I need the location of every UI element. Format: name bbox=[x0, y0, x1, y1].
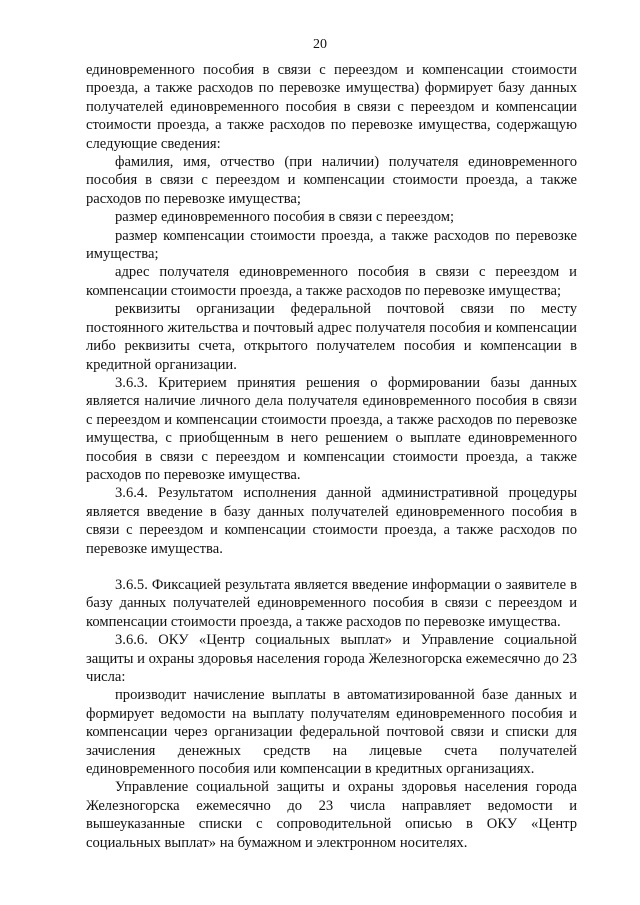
paragraph-department-submission: Управление социальной защиты и охраны здоровья населения города Железногорска ежемесячно до 23 числа направляет ведомости и вышеуказанные списки с сопроводительной описью в ОКУ «Центр социальных выплат» на бумажном и электронном носителях. bbox=[86, 779, 577, 851]
paragraph-postal-details: реквизиты организации федеральной почтовой связи по месту постоянного жительства и почтовый адрес получателя пособия и компенсации либо реквизиты счета, открытого получателем пособия и компенсации в кредитной организации. bbox=[86, 301, 577, 373]
paragraph-3-6-5: 3.6.5. Фиксацией результата является введение информации о заявителе в базу данных получателей единовременного пособия в связи с переездом и компенсации стоимости проезда, а также расходов по перевозке имущества. bbox=[86, 576, 577, 630]
paragraph-compensation-amount: размер компенсации стоимости проезда, а также расходов по перевозке имущества; bbox=[86, 227, 577, 263]
paragraph-allowance-amount: размер единовременного пособия в связи с переездом; bbox=[115, 209, 455, 226]
document-body bbox=[86, 61, 577, 852]
page-number: 20 bbox=[313, 37, 327, 52]
paragraph-3-6-4: 3.6.4. Результатом исполнения данной административной процедуры является введение в базу данных получателей единовременного пособия в связи с переездом и компенсации стоимости проезда, а также расходов по перевозке имущества. bbox=[86, 485, 577, 557]
paragraph-full-name: фамилия, имя, отчество (при наличии) получателя единовременного пособия в связи с переездом и компенсации стоимости проезда, а также расходов по перевозке имущества; bbox=[86, 154, 577, 207]
paragraph-3-6-6: 3.6.6. ОКУ «Центр социальных выплат» и Управление социальной защиты и охраны здоровья населения города Железногорска ежемесячно до 23 числа: bbox=[86, 632, 577, 685]
paragraph-3-6-3: 3.6.3. Критерием принятия решения о формировании базы данных является наличие личного дела получателя единовременного пособия в связи с переездом и компенсации стоимости проезда, а также расходов по перевозке имущества, с приобщенным в него решением о выплате единовременного пособия в связи с переездом и компенсации стоимости проезда, а также расходов по перевозке имущества. bbox=[86, 374, 577, 483]
paragraph-database-intro: единовременного пособия в связи с переездом и компенсации стоимости проезда, а также расходов по перевозке имущества) формирует базу данных получателей единовременного пособия в связи с переездом и компенсации стоимости проезда, а также расходов по перевозке имущества, содержащую следующие сведения: bbox=[86, 62, 577, 152]
paragraph-recipient-address: адрес получателя единовременного пособия в связи с переездом и компенсации стоимости проезда, а также расходов по перевозке имущества; bbox=[86, 264, 577, 299]
paragraph-payment-processing: производит начисление выплаты в автоматизированной базе данных и формирует ведомости на выплату получателям единовременного пособия и компенсации через организации федеральной почтовой связи и списки для зачисления денежных средств на лицевые счета получателей единовременного пособия или компенсации в кредитных организациях. bbox=[86, 687, 577, 778]
